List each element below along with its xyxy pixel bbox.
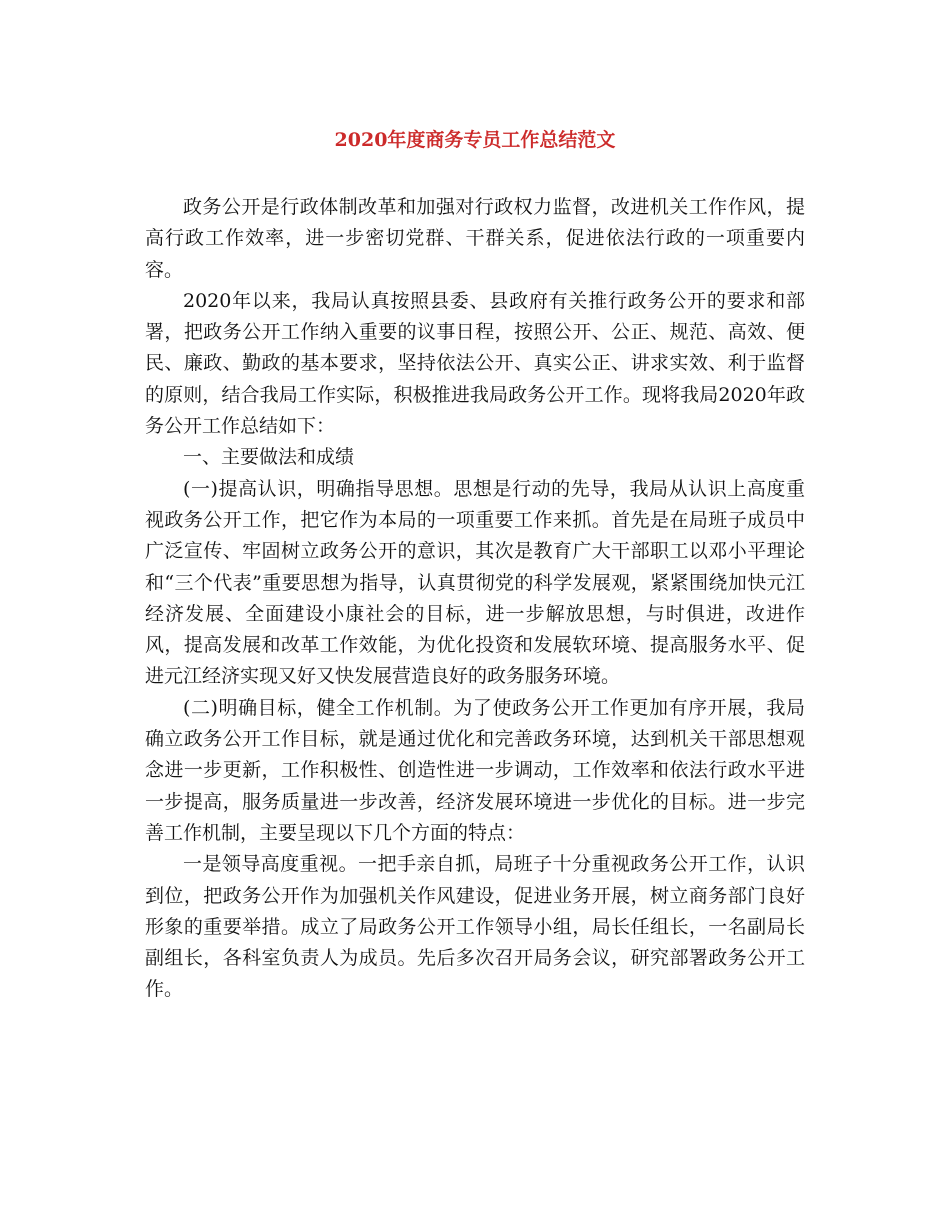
paragraph-5: 一是领导高度重视。一把手亲自抓，局班子十分重视政务公开工作，认识到位，把政务公开作为加强机关作风建设，促进业务开展，树立商务部门良好形象的重要举措。成立了局政务公开工作领导小组，局长任组长，一名副局长副组长，各科室负责人为成员。先后多次召开局务会议，研究部署政务公开工作。 [145,853,805,1001]
document-title: 2020年度商务专员工作总结范文 [334,129,616,151]
document-body [145,192,805,1006]
paragraph-3: (一)提高认识，明确指导思想。思想是行动的先导，我局从认识上高度重视政务公开工作，把它作为本局的一项重要工作来抓。首先是在局班子成员中广泛宣传、牢固树立政务公开的意识，其次是教育广大干部职工以邓小平理论和“三个代表”重要思想为指导，认真贯彻党的科学发展观，紧紧围绕加快元江经济发展、全面建设小康社会的目标，进一步解放思想，与时俱进，改进作风，提高发展和改革工作效能，为优化投资和发展软环境、提高服务水平、促进元江经济实现又好又快发展营造良好的政务服务环境。 [145,477,805,688]
section-heading: 一、主要做法和成绩 [183,446,355,469]
paragraph-1: 政务公开是行政体制改革和加强对行政权力监督，改进机关工作作风，提高行政工作效率，进一步密切党群、干群关系，促进依法行政的一项重要内容。 [145,196,805,281]
paragraph-4: (二)明确目标，健全工作机制。为了使政务公开工作更加有序开展，我局确立政务公开工作目标，就是通过优化和完善政务环境，达到机关干部思想观念进一步更新，工作积极性、创造性进一步调动，工作效率和依法行政水平进一步提高，服务质量进一步改善，经济发展环境进一步优化的目标。进一步完善工作机制，主要呈现以下几个方面的特点： [145,696,805,844]
paragraph-2: 2020年以来，我局认真按照县委、县政府有关推行政务公开的要求和部署，把政务公开工作纳入重要的议事日程，按照公开、公正、规范、高效、便民、廉政、勤政的基本要求，坚持依法公开、真实公正、讲求实效、利于监督的原则，结合我局工作实际，积极推进我局政务公开工作。现将我局2020年政务公开工作总结如下： [145,289,805,438]
